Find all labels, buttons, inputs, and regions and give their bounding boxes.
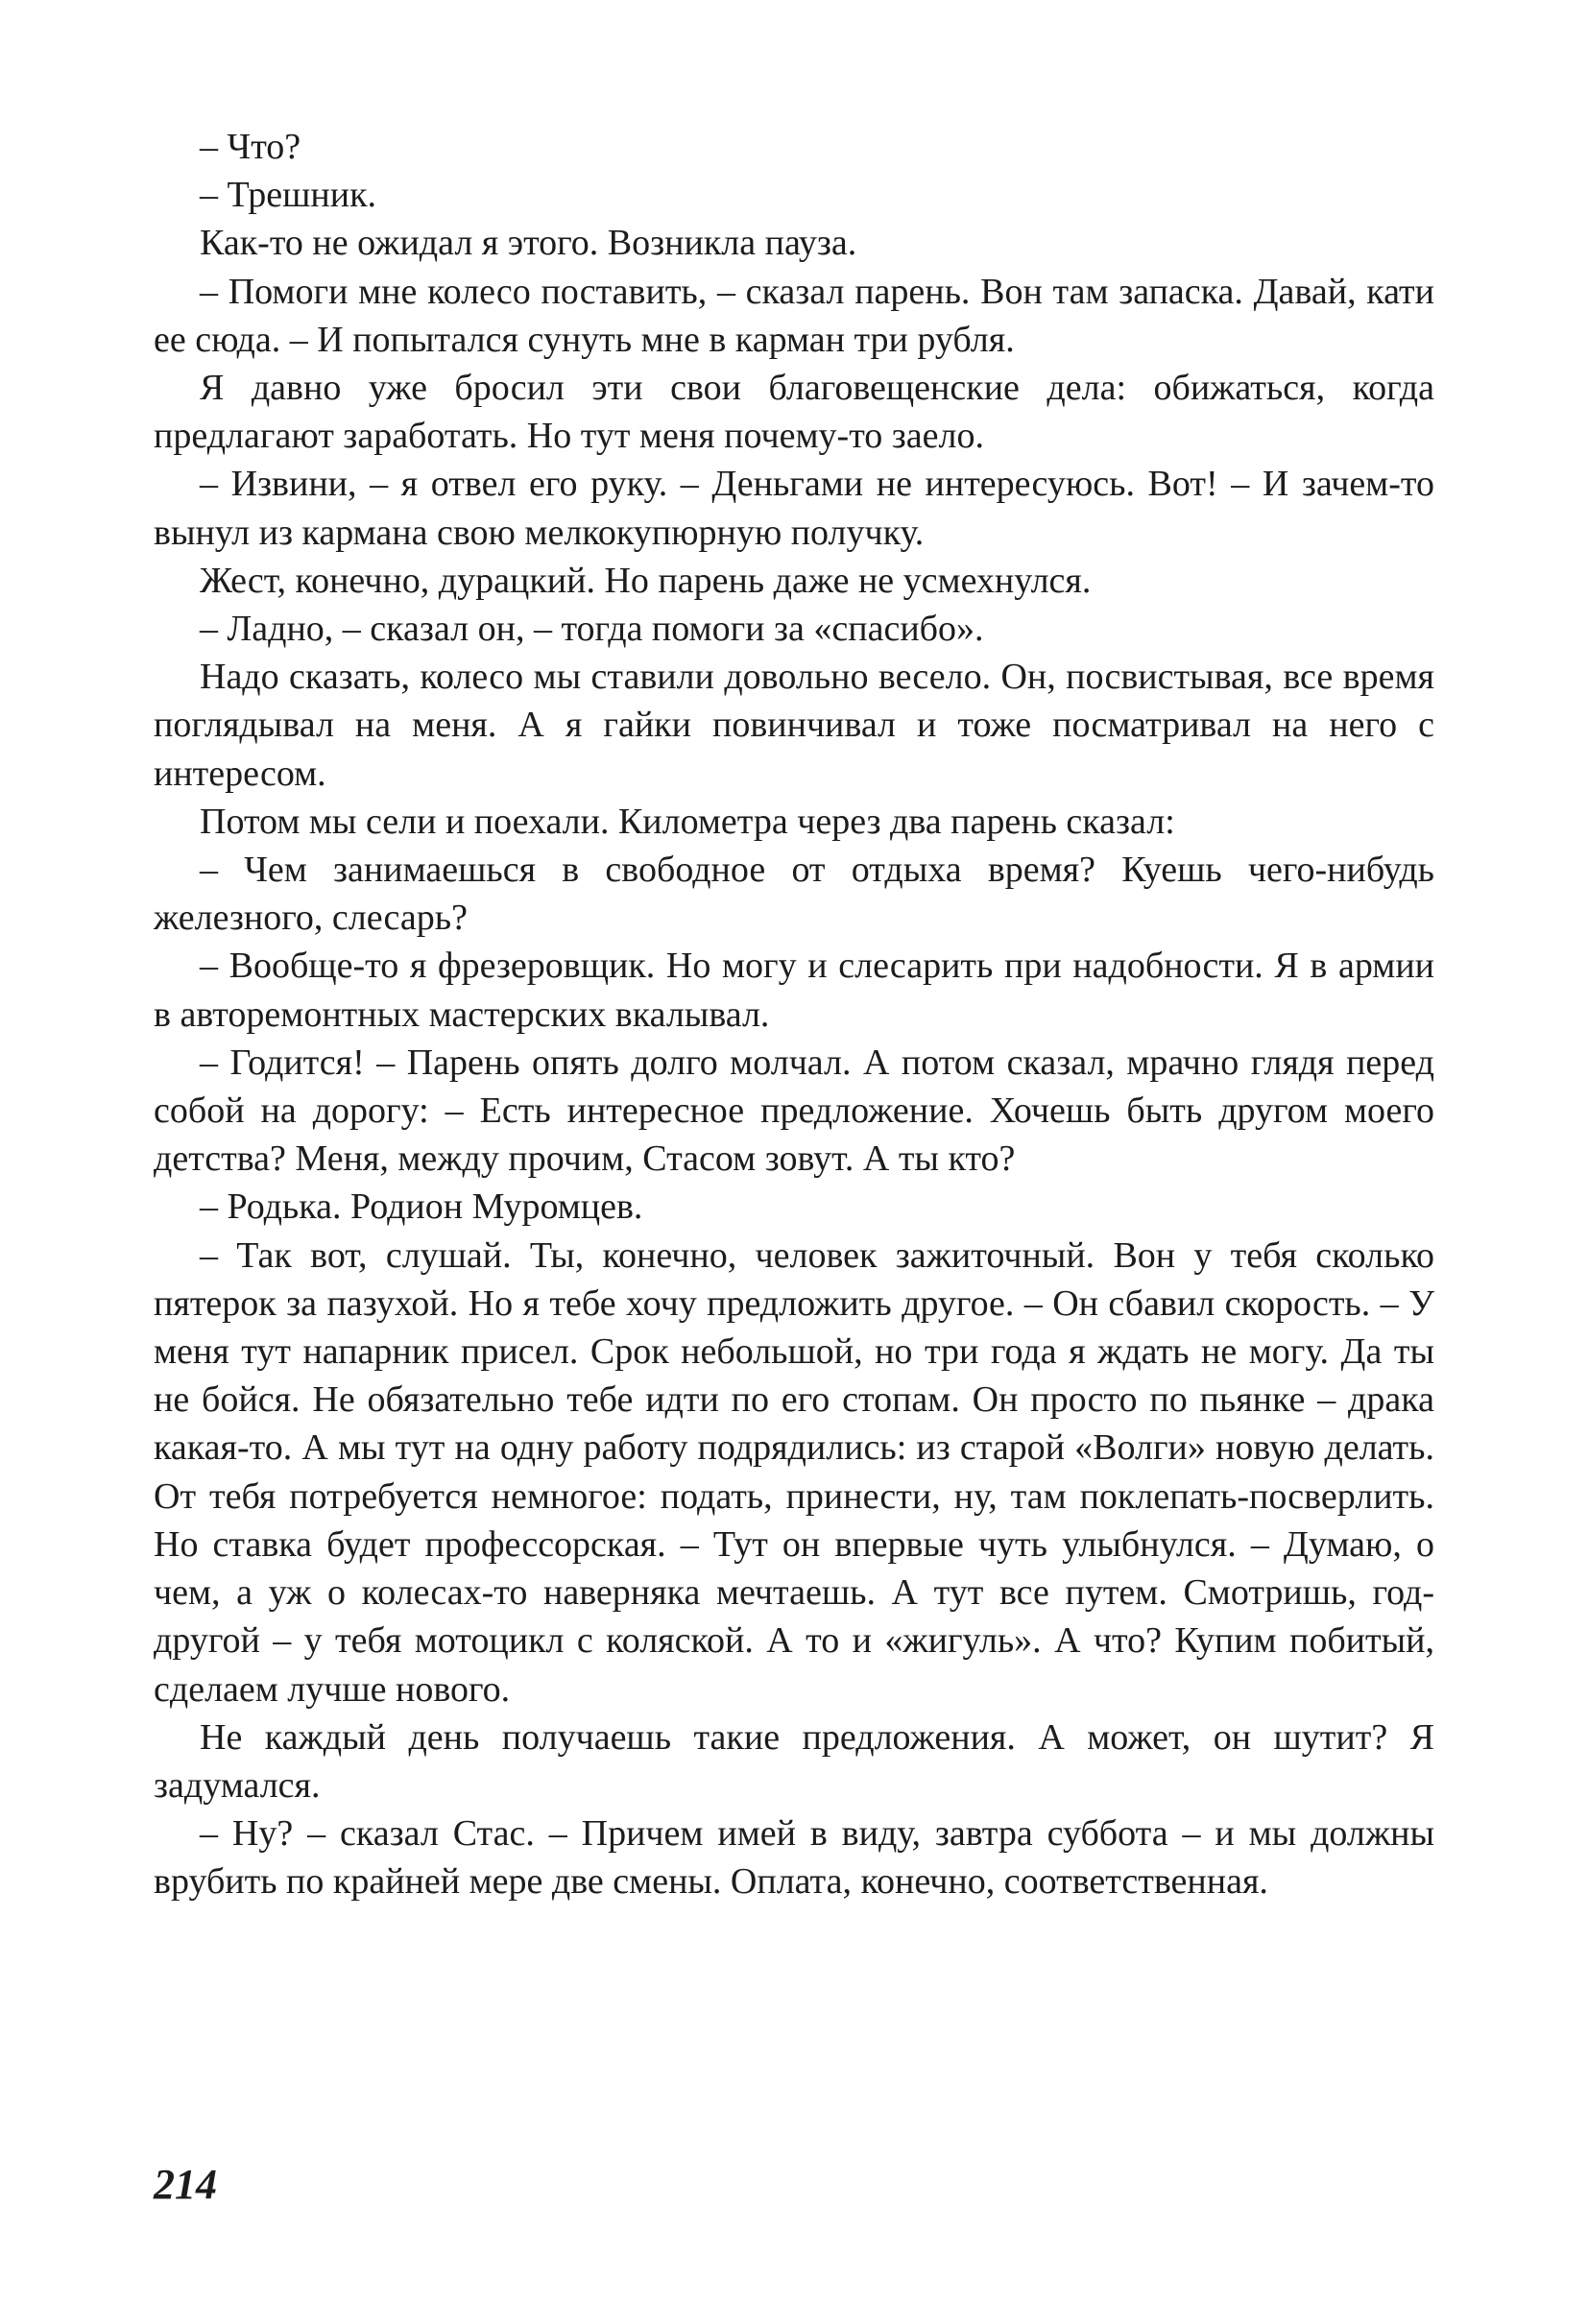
paragraph: Не каждый день получаешь такие предложения. А может, он шутит? Я задумался.: [154, 1716, 1434, 1806]
text-body: [154, 123, 1434, 1906]
paragraph: Я давно уже бросил эти свои благовещенские дела: обижаться, когда предлагают заработать. Но тут меня почему-то заело.: [154, 368, 1434, 457]
paragraph: – Что?: [200, 127, 301, 167]
paragraph: – Вообще-то я фрезеровщик. Но могу и слесарить при надобности. Я в армии в авторемонтных мастерских вкалывал.: [154, 946, 1434, 1035]
paragraph: – Извини, – я отвел его руку. – Деньгами не интересуюсь. Вот! – И зачем-то вынул из кармана свою мелкокупюрную получку.: [154, 464, 1434, 553]
paragraph: Как-то не ожидал я этого. Возникла пауза.: [200, 223, 857, 264]
paragraph: – Родька. Родион Муромцев.: [200, 1186, 643, 1228]
page-number: 214: [154, 2161, 217, 2208]
paragraph: Надо сказать, колесо мы ставили довольно весело. Он, посвистывая, все время поглядывал на меня. А я гайки повинчивал и тоже посматривал на него с интересом.: [154, 657, 1434, 794]
paragraph: – Так вот, слушай. Ты, конечно, человек зажиточный. Вон у тебя сколько пятерок за пазухой. Но я тебе хочу предложить другое. – Он сбавил скорость. – У меня тут напарник присел. Срок небольшой, но три года я ждать не могу. Да ты не бойся. Не обязательно тебе идти по его стопам. Он просто по пьянке – драка какая-то. А мы тут на одну работу подрядились: из старой «Волги» новую делать. От тебя потребуется немногое: подать, принести, ну, там поклепать-посверлить. Но ставка будет профессорская. – Тут он впервые чуть улыбнулся. – Думаю, о чем, а уж о колесах-то наверняка мечтаешь. А тут все путем. Смотришь, год-другой – у тебя мотоцикл с коляской. А то и «жигуль». А что? Купим побитый, сделаем лучше нового.: [154, 1234, 1434, 1710]
paragraph: – Помоги мне колесо поставить, – сказал парень. Вон там запаска. Давай, кати ее сюда. – И попытался сунуть мне в карман три рубля.: [154, 271, 1434, 360]
paragraph: – Трешник.: [200, 175, 377, 216]
paragraph: Потом мы сели и поехали. Километра через два парень сказал:: [200, 801, 1175, 842]
paragraph: – Ладно, – сказал он, – тогда помоги за «спасибо».: [200, 609, 984, 650]
paragraph: – Годится! – Парень опять долго молчал. А потом сказал, мрачно глядя перед собой на дорогу: – Есть интересное предложение. Хочешь быть другом моего детства? Меня, между прочим, Стасом зовут. А ты кто?: [154, 1042, 1434, 1180]
paragraph: – Ну? – сказал Стас. – Причем имей в виду, завтра суббота – и мы должны врубить по крайней мере две смены. Оплата, конечно, соответственная.: [154, 1813, 1434, 1903]
paragraph: Жест, конечно, дурацкий. Но парень даже не усмехнулся.: [200, 560, 1092, 601]
paragraph: – Чем занимаешься в свободное от отдыха время? Куешь чего-нибудь железного, слесарь?: [154, 850, 1434, 939]
